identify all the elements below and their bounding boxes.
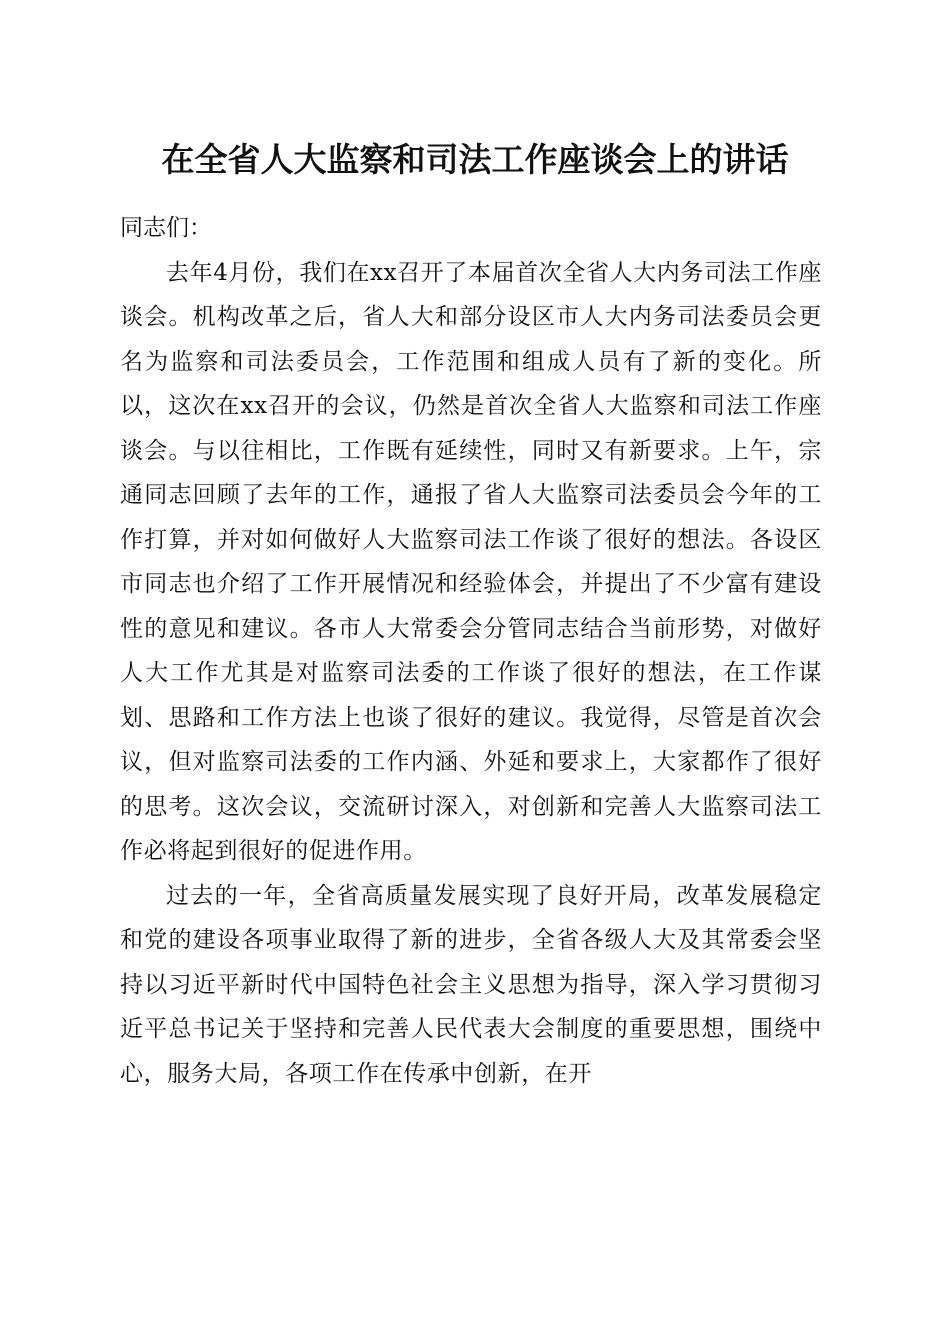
paragraph-2: 过去的一年，全省高质量发展实现了良好开局，改革发展稳定和党的建设各项事业取得了新的进步，全省各级人大及其常委会坚持以习近平新时代中国特色社会主义思想为指导，深入学习贯彻习近平总书记关于坚持和完善人民代表大会制度的重要思想，围绕中心，服务大局，各项工作在传承中创新，在开 — [120, 882, 822, 1087]
paragraph-1: 去年4月份，我们在xx召开了本届首次全省人大内务司法工作座谈会。机构改革之后，省人大和部分设区市人大内务司法委员会更名为监察和司法委员会，工作范围和组成人员有了新的变化。所以，这次在xx召开的会议，仍然是首次全省人大监察和司法工作座谈会。与以往相比，工作既有延续性，同时又有新要求。上午，宗通同志回顾了去年的工作，通报了省人大监察司法委员会今年的工作打算，并对如何做好人大监察司法工作谈了很好的想法。各设区市同志也介绍了工作开展情况和经验体会，并提出了不少富有建设性的意见和建议。各市人大常委会分管同志结合当前形势，对做好人大工作尤其是对监察司法委的工作谈了很好的想法，在工作谋划、思路和工作方法上也谈了很好的建议。我觉得，尽管是首次会议，但对监察司法委的工作内涵、外延和要求上，大家都作了很好的思考。这次会议，交流研讨深入，对创新和完善人大监察司法工作必将起到很好的促进作用。 — [120, 259, 822, 864]
document-title: 在全省人大监察和司法工作座谈会上的讲话 — [161, 140, 789, 179]
salutation: 同志们： — [120, 215, 212, 241]
document-body — [120, 206, 822, 1096]
